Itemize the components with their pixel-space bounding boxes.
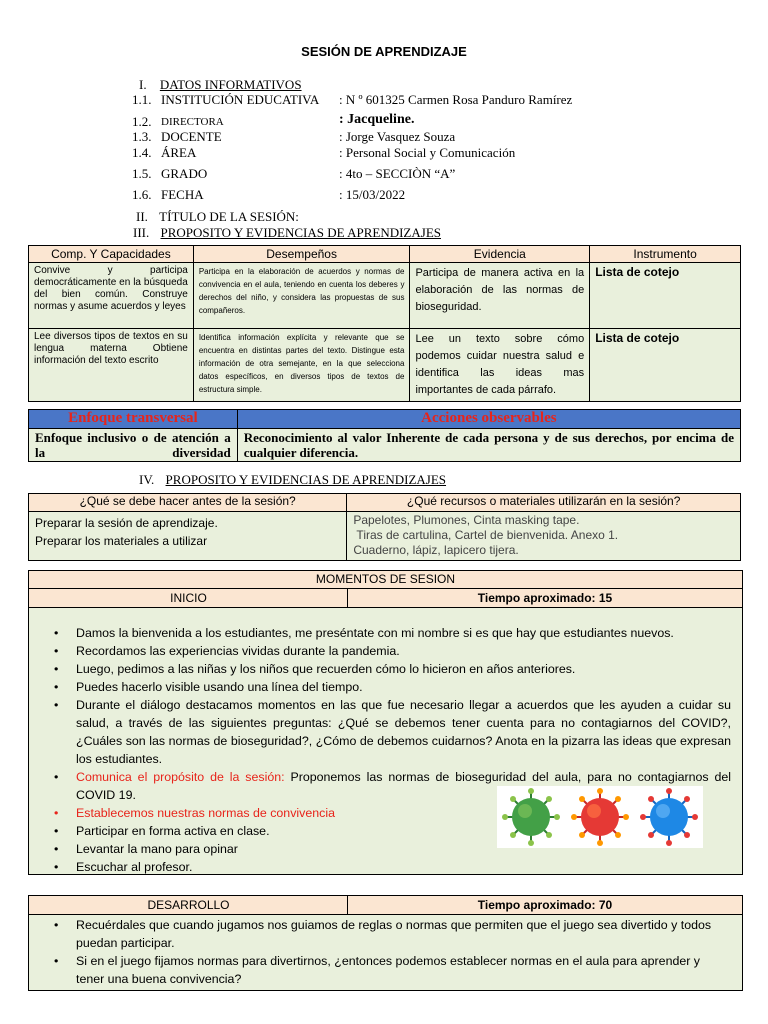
table-header-row: [29, 410, 741, 429]
list-item: • Recuérdales que cuando jugamos nos guiamos de reglas o normas que permiten que el juego sea divertido y todos puedan participar.: [51, 916, 731, 952]
instrument-cell: Lista de cotejo: [590, 263, 741, 329]
table-row: [29, 263, 741, 329]
column-header: Evidencia: [410, 246, 590, 263]
desarrollo-content: [28, 914, 743, 991]
table-header-row: [29, 494, 741, 512]
info-row: 1.6. FECHA : 15/03/2022: [132, 187, 406, 202]
performance-cell: Participa en la elaboración de acuerdos y normas de convivencia en el aula, teniendo en cuenta los deberes y derechos del niño, y considera las propuestas de sus compañeros.: [193, 263, 410, 329]
inicio-time-cell: Tiempo aproximado: 15: [347, 588, 743, 608]
list-item: • Participar en forma activa en clase.: [51, 822, 731, 840]
info-row: 1.3. DOCENTE : Jorge Vasquez Souza: [132, 129, 456, 144]
table-row: [29, 512, 741, 561]
info-row: 1.4. ÁREA : Personal Social y Comunicación: [132, 145, 516, 160]
info-row: 1.2. DIRECTORA : Jacqueline.: [132, 112, 415, 129]
transversal-approach-table: [28, 409, 741, 462]
section-1-heading: [139, 77, 302, 93]
list-item: • Recordamos las experiencias vividas durante la pandemia.: [51, 642, 731, 660]
evidence-cell: Participa de manera activa en la elaboración de las normas de bioseguridad.: [410, 263, 590, 329]
resources-cell: Papelotes, Plumones, Cinta masking tape. Tiras de cartulina, Cartel de bienvenida. Anexo 1. Cuaderno, lápiz, lapicero tijera.: [347, 512, 741, 561]
inicio-content: [28, 607, 743, 875]
before-session-cell: Preparar la sesión de aprendizaje. Preparar los materiales a utilizar: [29, 512, 347, 561]
evidence-cell: Lee un texto sobre cómo podemos cuidar nuestra salud e identifica las ideas mas importantes de cada párrafo.: [410, 329, 590, 402]
table-row: [29, 329, 741, 402]
desarrollo-label-cell: DESARROLLO: [28, 895, 349, 915]
section-3-heading: III. PROPOSITO Y EVIDENCIAS DE APRENDIZAJES: [133, 225, 441, 240]
list-item: • Escuchar al profesor.: [51, 858, 731, 876]
virus-illustration: [497, 786, 703, 848]
column-header: Comp. Y Capacidades: [29, 246, 194, 263]
list-item: • Damos la bienvenida a los estudiantes, me preséntate con mi nombre si es que hay que estudiantes nuevos.: [51, 624, 731, 642]
column-header: ¿Qué recursos o materiales utilizarán en la sesión?: [347, 494, 741, 512]
table-row: [29, 429, 741, 462]
competency-cell: Convive y participa democráticamente en la búsqueda del bien común. Construye normas y asume acuerdos y leyes: [29, 263, 194, 329]
approach-cell: Enfoque inclusivo o de atención a la diversidad: [29, 429, 238, 462]
list-item: • Si en el juego fijamos normas para divertirnos, ¿entonces podemos establecer normas en el aula para aprender y tener una buena convivencia?: [51, 952, 731, 988]
purpose-evidence-table: [28, 245, 741, 402]
section-2-heading: II. TÍTULO DE LA SESIÓN:: [136, 209, 299, 224]
list-item: • Puedes hacerlo visible usando una línea del tiempo.: [51, 678, 731, 696]
instrument-cell: Lista de cotejo: [590, 329, 741, 402]
section-title: DATOS INFORMATIVOS: [159, 77, 302, 92]
actions-cell: Reconocimiento al valor Inherente de cada persona y de sus derechos, por encima de cualquier diferencia.: [237, 429, 740, 462]
inicio-label-cell: INICIO: [28, 588, 349, 608]
performance-cell: Identifica información explícita y relevante que se encuentra en distintas partes del texto. Distingue esta información de otra semejante, en la que selecciona datos específicos, en diversos tipos de textos de estructura simple.: [193, 329, 410, 402]
column-header: Acciones observables: [237, 410, 740, 429]
column-header: Desempeños: [193, 246, 410, 263]
moments-title-bar: MOMENTOS DE SESION: [28, 570, 743, 589]
list-item: • Levantar la mano para opinar: [51, 840, 731, 858]
table-header-row: [29, 246, 741, 263]
desarrollo-list: [51, 916, 731, 988]
list-item: • Luego, pedimos a las niñas y los niños que recuerden cómo lo hicieron en años anteriores.: [51, 660, 731, 678]
desarrollo-time-cell: Tiempo aproximado: 70: [347, 895, 743, 915]
list-item: • Comunica el propósito de la sesión: Proponemos las normas de bioseguridad del aula, para no contagiarnos del COVID 19.: [51, 768, 731, 804]
list-item: • Establecemos nuestras normas de convivencia: [51, 804, 731, 822]
competency-cell: Lee diversos tipos de textos en su lengua materna Obtiene información del texto escrito: [29, 329, 194, 402]
column-header: Enfoque transversal: [29, 410, 238, 429]
info-row: 1.5. GRADO : 4to – SECCIÒN “A”: [132, 166, 456, 181]
section-4-heading: IV. PROPOSITO Y EVIDENCIAS DE APRENDIZAJES: [139, 472, 447, 487]
document-title: SESIÓN DE APRENDIZAJE: [301, 44, 467, 59]
column-header: ¿Qué se debe hacer antes de la sesión?: [29, 494, 347, 512]
list-item: • Durante el diálogo destacamos momentos en las que fue necesario llegar a acuerdos que les ayuden a cuidar su salud, a través de las siguientes preguntas: ¿Qué se debemos tener cuenta para no contagiarnos del COVID?, ¿Cuáles son las normas de bioseguridad?, ¿Cómo de debemos cuidarnos? Anota en la pizarra las ideas que expresan los estudiantes.: [51, 696, 731, 768]
column-header: Instrumento: [590, 246, 741, 263]
info-row: 1.1. INSTITUCIÓN EDUCATIVA : N º 601325 Carmen Rosa Panduro Ramírez: [132, 92, 573, 107]
preparation-table: [28, 493, 741, 561]
section-number: I.: [139, 77, 147, 92]
